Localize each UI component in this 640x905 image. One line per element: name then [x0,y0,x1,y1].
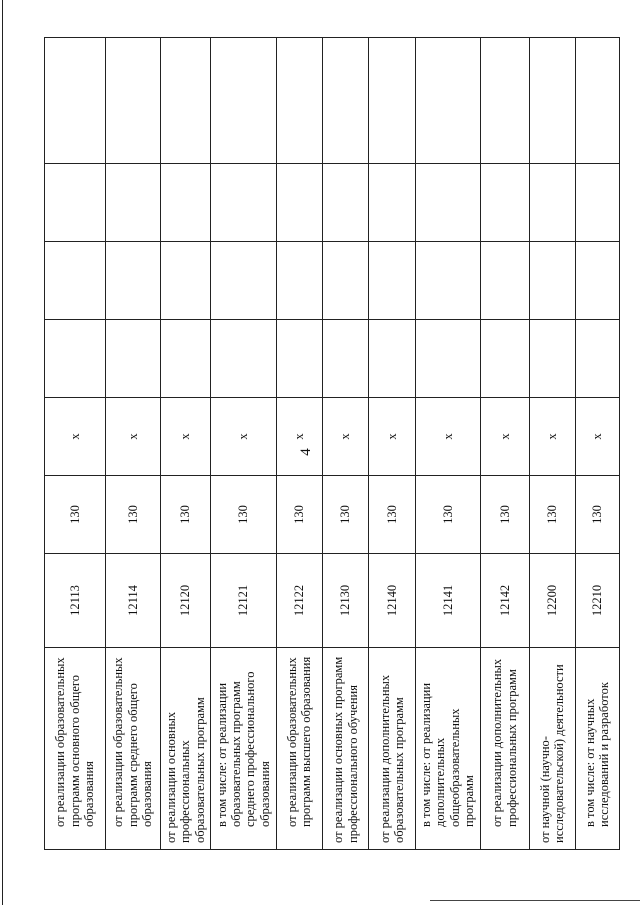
row-kosgu: 130 [276,476,322,554]
table-row [529,38,575,850]
row-empty-cell [575,242,619,320]
row-empty-cell [415,242,481,320]
row-empty-cell [105,38,160,164]
row-empty-cell [481,164,529,242]
row-name: в том числе: от научных исследований и разработок [575,648,619,850]
row-empty-cell [323,38,369,164]
row-empty-cell [45,164,106,242]
scan-left-edge-line [2,0,3,905]
row-mark: x [415,398,481,476]
row-empty-cell [369,164,415,242]
row-empty-cell [211,164,277,242]
row-code: 12114 [105,554,160,648]
row-empty-cell [575,164,619,242]
page-number: 4 [298,448,314,456]
financial-table [44,37,620,850]
row-mark: x [160,398,211,476]
row-empty-cell [45,38,106,164]
row-mark: x [276,398,322,476]
row-kosgu: 130 [211,476,277,554]
row-empty-cell [160,320,211,398]
row-empty-cell [160,164,211,242]
row-name: от реализации дополнительных профессиональных программ [481,648,529,850]
row-empty-cell [529,242,575,320]
row-empty-cell [369,320,415,398]
row-name: от реализации основных программ профессионального обучения [323,648,369,850]
row-mark: x [323,398,369,476]
row-empty-cell [415,320,481,398]
row-code: 12140 [369,554,415,648]
row-empty-cell [481,320,529,398]
row-empty-cell [481,38,529,164]
row-name: от реализации образовательных программ среднего общего образования [105,648,160,850]
row-kosgu: 130 [575,476,619,554]
row-name: от реализации основных профессиональных образовательных программ [160,648,211,850]
row-code: 12142 [481,554,529,648]
row-mark: x [369,398,415,476]
row-empty-cell [575,38,619,164]
row-mark: x [45,398,106,476]
row-empty-cell [323,242,369,320]
row-mark: x [105,398,160,476]
row-kosgu: 130 [105,476,160,554]
table-row [45,38,106,850]
row-empty-cell [276,38,322,164]
row-empty-cell [211,242,277,320]
row-mark: x [481,398,529,476]
row-name: от реализации дополнительных образовательных программ [369,648,415,850]
table-row [160,38,211,850]
row-empty-cell [481,242,529,320]
row-empty-cell [529,38,575,164]
row-code: 12122 [276,554,322,648]
row-code: 12200 [529,554,575,648]
row-empty-cell [276,164,322,242]
row-code: 12141 [415,554,481,648]
row-kosgu: 130 [481,476,529,554]
row-kosgu: 130 [160,476,211,554]
row-empty-cell [105,320,160,398]
table-row [481,38,529,850]
table-row [369,38,415,850]
table-row [276,38,322,850]
row-empty-cell [160,38,211,164]
scan-bottom-edge-line [430,900,640,901]
row-name: в том числе: от реализации образовательных программ среднего профессионального образования [211,648,277,850]
table-row [105,38,160,850]
row-mark: x [575,398,619,476]
row-kosgu: 130 [369,476,415,554]
row-empty-cell [369,38,415,164]
row-kosgu: 130 [415,476,481,554]
row-empty-cell [276,242,322,320]
row-code: 12113 [45,554,106,648]
row-kosgu: 130 [323,476,369,554]
row-code: 12210 [575,554,619,648]
row-empty-cell [323,164,369,242]
table-body [45,38,620,850]
row-empty-cell [105,242,160,320]
row-empty-cell [211,38,277,164]
table-row [415,38,481,850]
row-kosgu: 130 [529,476,575,554]
rotated-table-container [44,38,620,850]
row-empty-cell [529,164,575,242]
table-row [575,38,619,850]
row-empty-cell [45,320,106,398]
row-name: от реализации образовательных программ высшего образования [276,648,322,850]
row-empty-cell [45,242,106,320]
row-empty-cell [323,320,369,398]
row-mark: x [211,398,277,476]
row-empty-cell [211,320,277,398]
row-empty-cell [575,320,619,398]
row-code: 12130 [323,554,369,648]
table-row [323,38,369,850]
row-empty-cell [369,242,415,320]
row-empty-cell [415,164,481,242]
row-name: в том числе: от реализации дополнительных общеобразовательных программ [415,648,481,850]
table-row [211,38,277,850]
row-name: от реализации образовательных программ основного общего образования [45,648,106,850]
row-empty-cell [105,164,160,242]
row-mark: x [529,398,575,476]
row-empty-cell [415,38,481,164]
row-code: 12121 [211,554,277,648]
row-empty-cell [276,320,322,398]
row-kosgu: 130 [45,476,106,554]
row-empty-cell [529,320,575,398]
row-code: 12120 [160,554,211,648]
row-empty-cell [160,242,211,320]
row-name: от научной (научно-исследовательской) деятельности [529,648,575,850]
